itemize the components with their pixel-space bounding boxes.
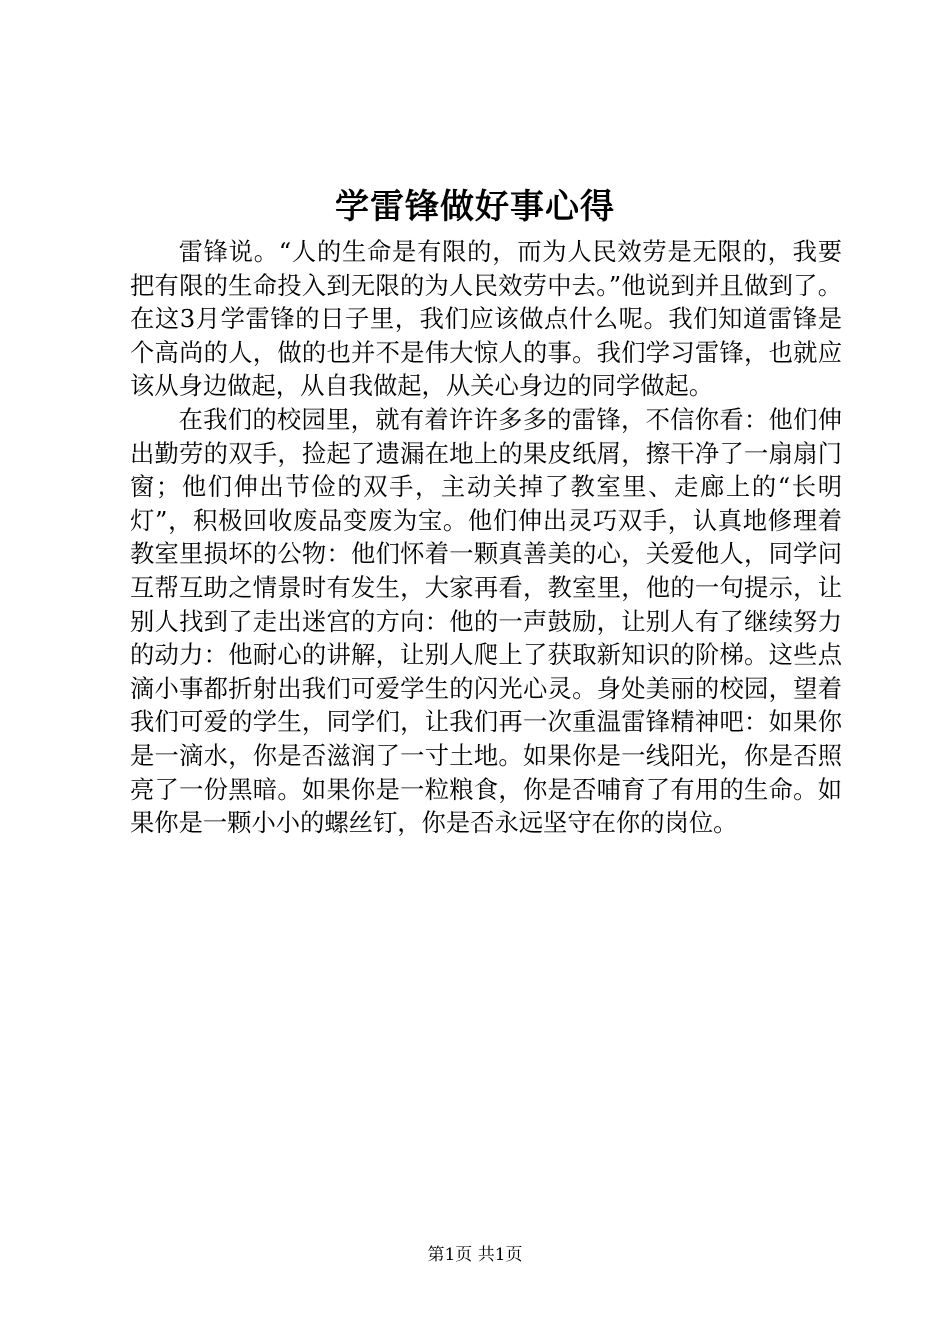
paragraph-2: 在我们的校园里，就有着许许多多的雷锋，不信你看：他们伸出勤劳的双手，捡起了遗漏在地上的果皮纸屑，擦干净了一扇扇门窗；他们伸出节俭的双手，主动关掉了教室里、走廊上的“长明灯”，积极回收废品变废为宝。他们伸出灵巧双手，认真地修理着教室里损坏的公物：他们怀着一颗真善美的心，关爱他人，同学问互帮互助之情景时有发生，大家再看，教室里，他的一句提示，让别人找到了走出迷宫的方向：他的一声鼓励，让别人有了继续努力的动力：他耐心的讲解，让别人爬上了获取新知识的阶梯。这些点滴小事都折射出我们可爱学生的闪光心灵。身处美丽的校园，望着我们可爱的学生，同学们，让我们再一次重温雷锋精神吧：如果你是一滴水，你是否滋润了一寸土地。如果你是一线阳光，你是否照亮了一份黑暗。如果你是一粒粮食，你是否哺育了有用的生命。如果你是一颗小小的螺丝钉，你是否永远坚守在你的岗位。 (130, 404, 842, 838)
document-title: 学雷锋做好事心得 (335, 187, 615, 227)
document-body (130, 235, 842, 840)
page-footer: 第1页 共1页 (427, 1245, 523, 1265)
paragraph-1: 雷锋说。“人的生命是有限的，而为人民效劳是无限的，我要把有限的生命投入到无限的为人民效劳中去。”他说到并且做到了。在这3月学雷锋的日子里，我们应该做点什么呢。我们知道雷锋是个高尚的人，做的也并不是伟大惊人的事。我们学习雷锋，也就应该从身边做起，从自我做起，从关心身边的同学做起。 (130, 237, 842, 401)
